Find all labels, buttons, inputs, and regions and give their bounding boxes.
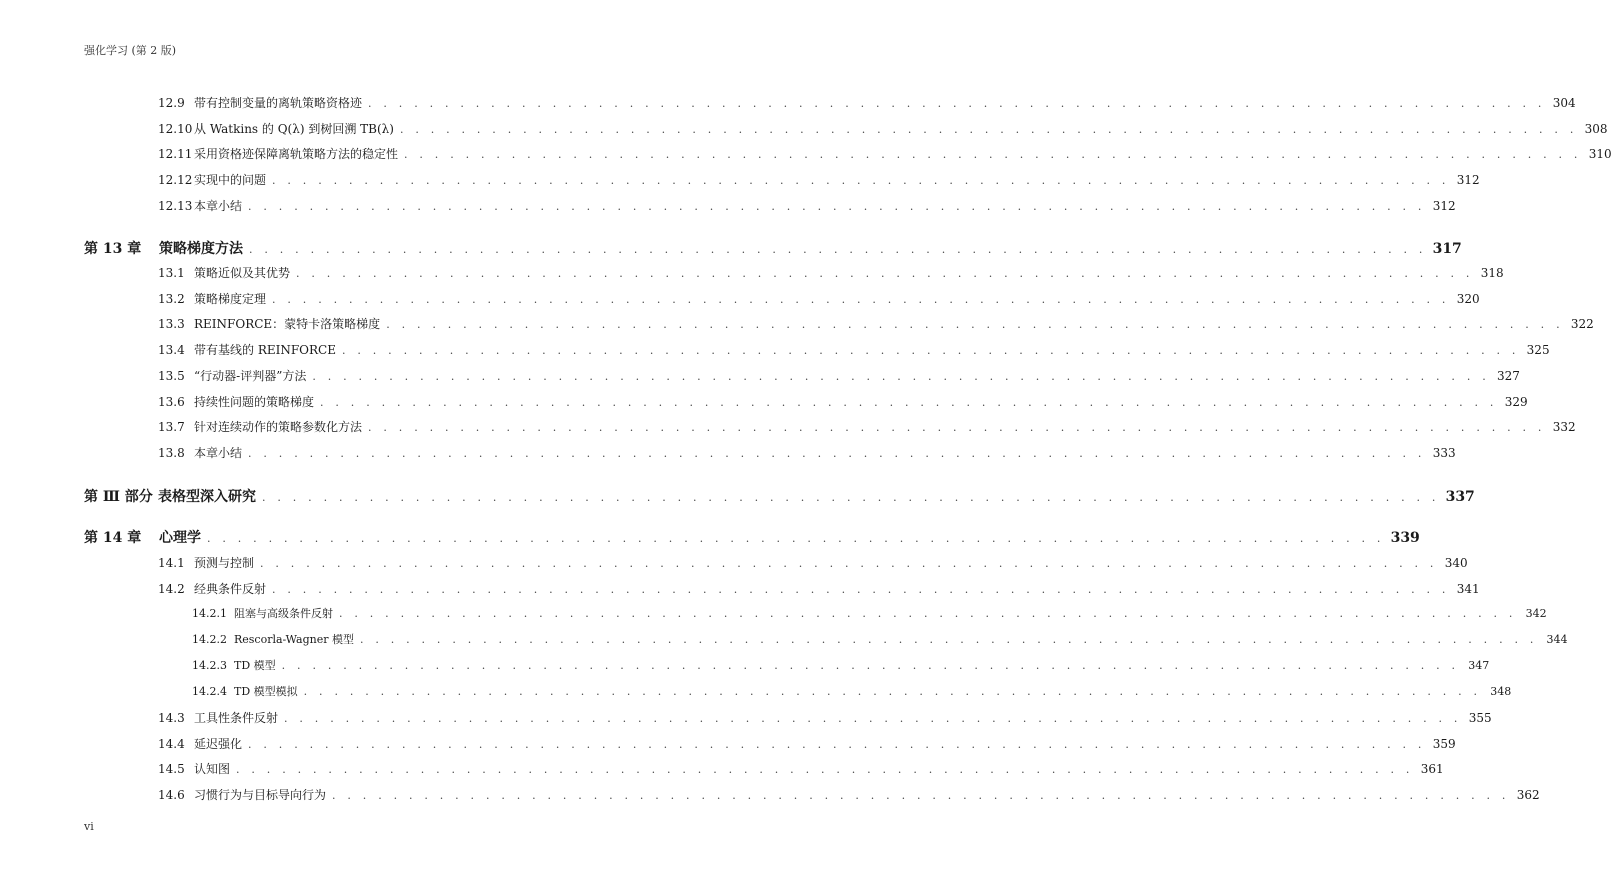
toc-entry-title: TD 模型模拟	[234, 685, 298, 698]
toc-entry	[158, 580, 1480, 597]
toc-entry-number: 14.2.2	[192, 633, 227, 646]
toc-entry-number: 13.4	[158, 343, 185, 357]
toc-entry-number: 第 13 章	[84, 241, 142, 257]
dot-leader: . . . . . . . . . . . . . . . . . . . . . . . . . . . . . . . . . . . . . . . . . . . . . . . . . . . . . . . . . . . . . . . . . . . . . . . . . . . . .	[248, 200, 1426, 213]
toc-entry	[84, 527, 1420, 547]
dot-leader: . . . . . . . . . . . . . . . . . . . . . . . . . . . . . . . . . . . . . . . . . . . . . . . . . . . . . . . . . . . . . . . . . . . . . . . . . . . . .	[207, 532, 1385, 545]
toc-entry-number: 13.1	[158, 266, 185, 280]
toc-entry-title: 采用资格迹保障离轨策略方法的稳定性	[194, 147, 399, 161]
toc-entry-number: 12.11	[158, 147, 193, 161]
toc-entry-page: 325	[1526, 343, 1550, 357]
toc-entry-number: 第 Ⅲ 部分	[84, 489, 153, 505]
toc-entry-title: TD 模型	[234, 659, 276, 672]
toc-entry-title: 阻塞与高级条件反射	[234, 607, 333, 620]
toc-entry-number: 12.13	[158, 199, 193, 213]
toc-entry	[158, 197, 1456, 214]
toc-entry	[158, 393, 1528, 410]
toc-entry	[84, 238, 1462, 258]
dot-leader: . . . . . . . . . . . . . . . . . . . . . . . . . . . . . . . . . . . . . . . . . . . . . . . . . . . . . . . . . . . . . . . . . . . . . . . . . . . . .	[248, 738, 1426, 751]
toc-entry-page: 361	[1420, 762, 1444, 776]
toc-entry-page: 344	[1546, 633, 1568, 646]
toc-entry-number: 14.2.1	[192, 607, 227, 620]
toc-entry-title: 策略梯度方法	[159, 241, 243, 257]
toc-entry	[158, 145, 1612, 162]
toc-entry-page: 318	[1480, 266, 1504, 280]
toc-entry	[158, 94, 1576, 111]
toc-entry-number: 12.10	[158, 122, 193, 136]
toc-entry-number: 14.2.4	[192, 685, 227, 698]
toc-entry-title: 实现中的问题	[194, 173, 267, 187]
toc-entry-page: 308	[1584, 122, 1608, 136]
toc-entry	[158, 444, 1456, 461]
dot-leader: . . . . . . . . . . . . . . . . . . . . . . . . . . . . . . . . . . . . . . . . . . . . . . . . . . . . . . . . . . . . . . . . . . . . . . . . . . . . .	[281, 659, 1460, 672]
dot-leader: . . . . . . . . . . . . . . . . . . . . . . . . . . . . . . . . . . . . . . . . . . . . . . . . . . . . . . . . . . . . . . . . . . . . . . . . . . . . .	[260, 557, 1438, 570]
toc-entry-number: 12.9	[158, 96, 185, 110]
dot-leader: . . . . . . . . . . . . . . . . . . . . . . . . . . . . . . . . . . . . . . . . . . . . . . . . . . . . . . . . . . . . . . . . . . . . . . . . . . . . .	[236, 763, 1414, 776]
dot-leader: . . . . . . . . . . . . . . . . . . . . . . . . . . . . . . . . . . . . . . . . . . . . . . . . . . . . . . . . . . . . . . . . . . . . . . . . . . . . .	[386, 318, 1564, 331]
toc-entry-page: 317	[1432, 241, 1462, 257]
toc-entry-title: 经典条件反射	[194, 582, 267, 596]
toc-entry-title: 从 Watkins 的 Q(λ) 到树回溯 TB(λ)	[194, 122, 394, 136]
toc-entry-page: 337	[1445, 489, 1475, 505]
toc-entry	[158, 341, 1550, 358]
toc-entry-title: 针对连续动作的策略参数化方法	[194, 420, 363, 434]
toc-entry-page: 342	[1525, 607, 1547, 620]
dot-leader: . . . . . . . . . . . . . . . . . . . . . . . . . . . . . . . . . . . . . . . . . . . . . . . . . . . . . . . . . . . . . . . . . . . . . . . . . . . . .	[303, 685, 1482, 698]
toc-entry-page: 310	[1588, 147, 1612, 161]
toc-entry-title: 策略近似及其优势	[194, 266, 291, 280]
toc-entry	[158, 735, 1456, 752]
toc-entry-number: 14.2.3	[192, 659, 227, 672]
toc-entry-title: 本章小结	[194, 446, 243, 460]
toc-entry	[158, 786, 1540, 803]
toc-entry-page: 320	[1456, 292, 1480, 306]
page-number: vi	[84, 820, 94, 833]
dot-leader: . . . . . . . . . . . . . . . . . . . . . . . . . . . . . . . . . . . . . . . . . . . . . . . . . . . . . . . . . . . . . . . . . . . . . . . . . . . . .	[399, 123, 1578, 136]
toc-entry-page: 333	[1432, 446, 1456, 460]
dot-leader: . . . . . . . . . . . . . . . . . . . . . . . . . . . . . . . . . . . . . . . . . . . . . . . . . . . . . . . . . . . . . . . . . . . . . . . . . . . . .	[284, 712, 1462, 725]
dot-leader: . . . . . . . . . . . . . . . . . . . . . . . . . . . . . . . . . . . . . . . . . . . . . . . . . . . . . . . . . . . . . . . . . . . . . . . . . . . . .	[359, 633, 1538, 646]
dot-leader: . . . . . . . . . . . . . . . . . . . . . . . . . . . . . . . . . . . . . . . . . . . . . . . . . . . . . . . . . . . . . . . . . . . . . . . . . . . . .	[296, 267, 1474, 280]
toc-entry-page: 329	[1504, 395, 1528, 409]
dot-leader: . . . . . . . . . . . . . . . . . . . . . . . . . . . . . . . . . . . . . . . . . . . . . . . . . . . . . . . . . . . . . . . . . . . . . . . . . . . . .	[272, 293, 1450, 306]
toc-entry-title: 带有控制变量的离轨策略资格迹	[194, 96, 363, 110]
toc-entry	[158, 760, 1444, 777]
toc-entry-title: 策略梯度定理	[194, 292, 267, 306]
toc-entry	[158, 554, 1468, 571]
toc-entry-page: 339	[1390, 530, 1420, 546]
toc-entry-number: 14.6	[158, 788, 185, 802]
toc-entry-number: 14.2	[158, 582, 185, 596]
toc-entry-title: REINFORCE：蒙特卡洛策略梯度	[194, 317, 381, 331]
toc-entry	[158, 315, 1594, 332]
toc-entry	[192, 683, 1512, 699]
toc-entry-page: 340	[1444, 556, 1468, 570]
dot-leader: . . . . . . . . . . . . . . . . . . . . . . . . . . . . . . . . . . . . . . . . . . . . . . . . . . . . . . . . . . . . . . . . . . . . . . . . . . . . .	[404, 148, 1582, 161]
dot-leader: . . . . . . . . . . . . . . . . . . . . . . . . . . . . . . . . . . . . . . . . . . . . . . . . . . . . . . . . . . . . . . . . . . . . . . . . . . . . .	[368, 421, 1546, 434]
toc-entry-title: 持续性问题的策略梯度	[194, 395, 315, 409]
dot-leader: . . . . . . . . . . . . . . . . . . . . . . . . . . . . . . . . . . . . . . . . . . . . . . . . . . . . . . . . . . . . . . . . . . . . . . . . . . . . .	[272, 174, 1450, 187]
toc-entry-number: 13.5	[158, 369, 185, 383]
dot-leader: . . . . . . . . . . . . . . . . . . . . . . . . . . . . . . . . . . . . . . . . . . . . . . . . . . . . . . . . . . . . . . . . . . . . . . . . . . . . .	[339, 607, 1517, 620]
toc-entry	[84, 486, 1475, 506]
toc-entry-title: 预测与控制	[194, 556, 255, 570]
dot-leader: . . . . . . . . . . . . . . . . . . . . . . . . . . . . . . . . . . . . . . . . . . . . . . . . . . . . . . . . . . . . . . . . . . . . . . . . . . . . .	[342, 344, 1520, 357]
toc-entry-number: 13.2	[158, 292, 185, 306]
dot-leader: . . . . . . . . . . . . . . . . . . . . . . . . . . . . . . . . . . . . . . . . . . . . . . . . . . . . . . . . . . . . . . . . . . . . . . . . . . . . .	[262, 491, 1440, 504]
dot-leader: . . . . . . . . . . . . . . . . . . . . . . . . . . . . . . . . . . . . . . . . . . . . . . . . . . . . . . . . . . . . . . . . . . . . . . . . . . . . .	[249, 243, 1427, 256]
toc-entry-page: 327	[1497, 369, 1520, 383]
toc-entry	[158, 264, 1504, 281]
toc-entry-number: 13.6	[158, 395, 185, 409]
toc-entry-title: 表格型深入研究	[158, 489, 256, 505]
toc-entry	[158, 171, 1480, 188]
toc-entry-page: 312	[1432, 199, 1456, 213]
toc-entry-title: 认知图	[194, 762, 231, 776]
toc-entry	[158, 120, 1608, 137]
toc-entry-title: 习惯行为与目标导向行为	[194, 788, 327, 802]
toc-entry	[158, 290, 1480, 307]
running-head: 强化学习 (第 2 版)	[84, 44, 177, 57]
toc-entry-page: 304	[1552, 96, 1576, 110]
toc-entry-number: 13.7	[158, 420, 185, 434]
toc-entry-page: 322	[1570, 317, 1594, 331]
toc-entry-title: Rescorla-Wagner 模型	[234, 633, 354, 646]
toc-entry-number: 13.8	[158, 446, 185, 460]
toc-entry-number: 14.3	[158, 711, 185, 725]
dot-leader: . . . . . . . . . . . . . . . . . . . . . . . . . . . . . . . . . . . . . . . . . . . . . . . . . . . . . . . . . . . . . . . . . . . . . . . . . . . . .	[368, 97, 1546, 110]
toc-entry-title: 心理学	[159, 530, 201, 546]
toc-entry-page: 362	[1516, 788, 1540, 802]
toc-entry	[192, 631, 1568, 647]
toc-entry	[192, 657, 1490, 673]
toc-entry	[158, 367, 1520, 384]
dot-leader: . . . . . . . . . . . . . . . . . . . . . . . . . . . . . . . . . . . . . . . . . . . . . . . . . . . . . . . . . . . . . . . . . . . . . . . . . . . . .	[332, 789, 1510, 802]
toc-entry-page: 332	[1552, 420, 1576, 434]
toc-entry	[192, 605, 1547, 621]
toc-entry-page: 341	[1456, 582, 1480, 596]
toc-entry-number: 14.5	[158, 762, 185, 776]
toc-entry-number: 14.4	[158, 737, 185, 751]
toc-entry	[158, 709, 1492, 726]
toc-entry-title: 带有基线的 REINFORCE	[194, 343, 336, 357]
toc-entry-title: 工具性条件反射	[194, 711, 279, 725]
toc-entry-title: “行动器-评判器”方法	[194, 369, 307, 383]
toc-entry-title: 延迟强化	[194, 737, 243, 751]
toc-entry-page: 348	[1490, 685, 1512, 698]
dot-leader: . . . . . . . . . . . . . . . . . . . . . . . . . . . . . . . . . . . . . . . . . . . . . . . . . . . . . . . . . . . . . . . . . . . . . . . . . . . . .	[272, 583, 1450, 596]
toc-entry-page: 312	[1456, 173, 1480, 187]
toc-entry-number: 第 14 章	[84, 530, 142, 546]
dot-leader: . . . . . . . . . . . . . . . . . . . . . . . . . . . . . . . . . . . . . . . . . . . . . . . . . . . . . . . . . . . . . . . . . . . . . . . . . . . . .	[320, 396, 1498, 409]
toc-entry-number: 14.1	[158, 556, 185, 570]
toc-entry-title: 本章小结	[194, 199, 243, 213]
dot-leader: . . . . . . . . . . . . . . . . . . . . . . . . . . . . . . . . . . . . . . . . . . . . . . . . . . . . . . . . . . . . . . . . . . . . . . . . . . . . .	[312, 370, 1490, 383]
toc-entry-number: 13.3	[158, 317, 185, 331]
toc-entry-page: 355	[1468, 711, 1492, 725]
toc-entry-number: 12.12	[158, 173, 193, 187]
dot-leader: . . . . . . . . . . . . . . . . . . . . . . . . . . . . . . . . . . . . . . . . . . . . . . . . . . . . . . . . . . . . . . . . . . . . . . . . . . . . .	[248, 447, 1426, 460]
toc-entry	[158, 418, 1576, 435]
toc-entry-page: 359	[1432, 737, 1456, 751]
toc-entry-page: 347	[1468, 659, 1490, 672]
